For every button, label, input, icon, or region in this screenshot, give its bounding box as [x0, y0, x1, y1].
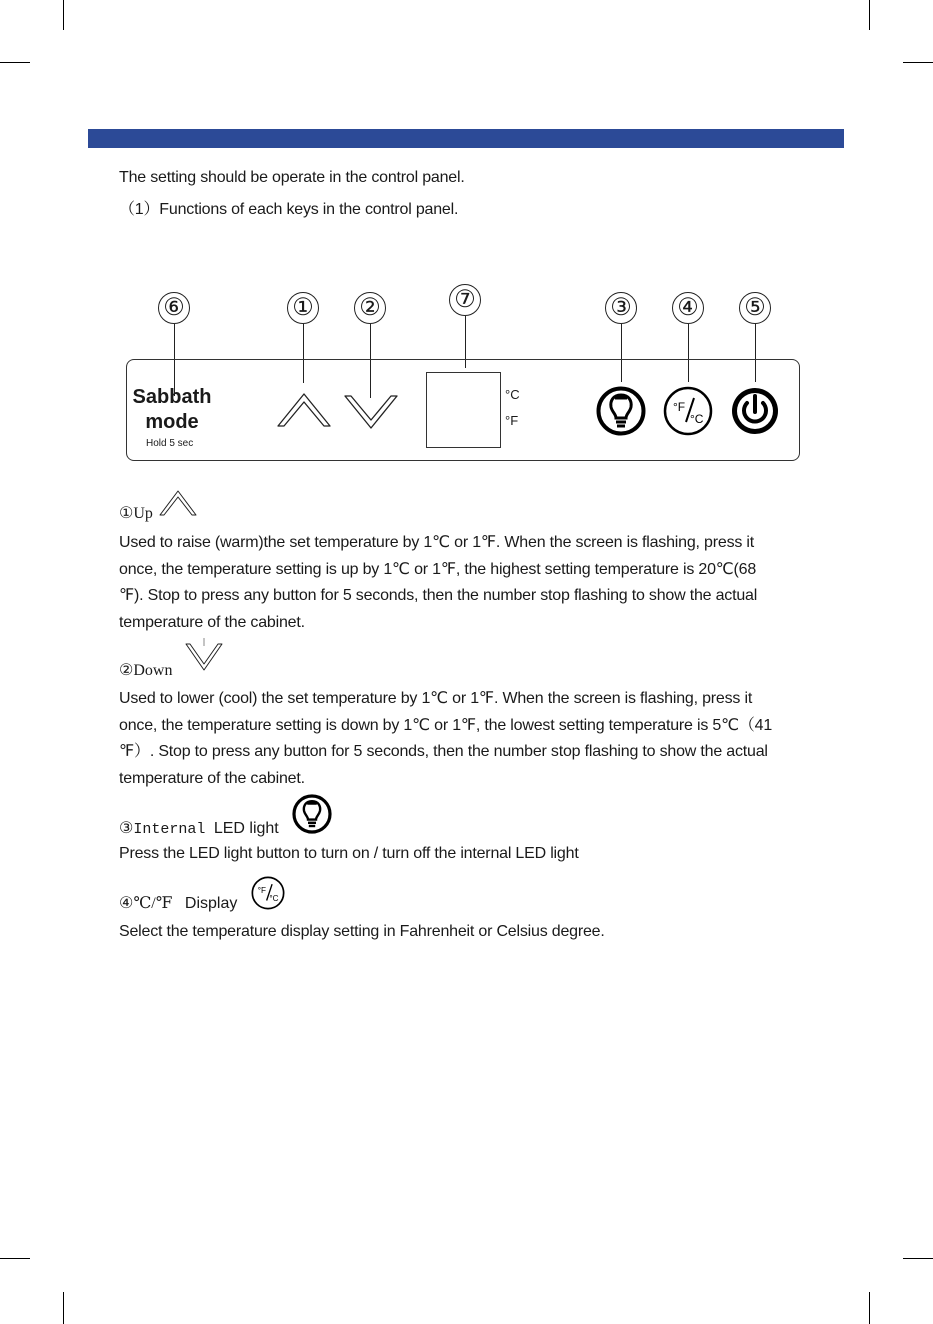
light-bulb-icon[interactable] — [596, 386, 646, 436]
display-key-number: ④ — [119, 895, 134, 912]
down-key-heading — [119, 660, 172, 680]
display-key-title: Display — [184, 895, 238, 912]
intro-line: The setting should be operate in the control panel. — [119, 169, 465, 186]
crop-mark — [903, 1258, 933, 1259]
light-key-title: LED light — [213, 820, 279, 837]
sabbath-mode-label[interactable] — [130, 385, 214, 435]
power-icon[interactable] — [730, 386, 780, 436]
fahrenheit-celsius-icon — [251, 876, 285, 910]
light-key-heading — [119, 818, 279, 838]
svg-text:°F: °F — [257, 886, 267, 895]
up-desc-line: ℉). Stop to press any button for 5 seconds, then the number stop flashing to show the actual — [119, 587, 758, 604]
down-key-number: ② — [119, 662, 134, 679]
callout-1: ① — [287, 292, 319, 324]
up-desc-line: Used to raise (warm)the set temperature by 1℃ or 1℉. When the screen is flashing, press it — [119, 534, 755, 551]
temperature-display — [426, 372, 501, 448]
down-desc-line: Used to lower (cool) the set temperature by 1℃ or 1℉. When the screen is flashing, press it — [119, 690, 753, 707]
light-key-title-internal: Internal — [133, 821, 206, 838]
callout-7: ⑦ — [449, 284, 481, 316]
down-desc-line: once, the temperature setting is down by 1℃ or 1℉, the lowest setting temperature is 5℃（41 — [119, 716, 773, 734]
down-desc-line: ℉）. Stop to press any button for 5 seconds, then the number stop flashing to show the actual — [119, 743, 768, 760]
callout-4: ④ — [672, 292, 704, 324]
unit-celsius-label: °C — [505, 387, 520, 402]
crop-mark — [63, 1292, 64, 1324]
control-panel-diagram — [120, 280, 810, 470]
sabbath-hold-hint: Hold 5 sec — [146, 438, 194, 449]
sabbath-label-line1: Sabbath — [132, 386, 212, 408]
callout-6: ⑥ — [158, 292, 190, 324]
callout-2: ② — [354, 292, 386, 324]
fahrenheit-celsius-icon[interactable] — [663, 386, 713, 436]
up-arrow-icon[interactable] — [276, 388, 332, 430]
up-key-title: Up — [133, 505, 153, 522]
crop-mark — [869, 1292, 870, 1324]
svg-text:°C: °C — [690, 412, 704, 426]
display-key-units: ℃/℉ — [133, 895, 173, 912]
up-desc-line: temperature of the cabinet. — [119, 613, 305, 631]
intro-subheading: （1）Functions of each keys in the control panel. — [119, 201, 459, 218]
up-key-heading — [119, 503, 153, 523]
svg-text:°F: °F — [673, 400, 686, 414]
down-arrow-icon — [184, 638, 224, 674]
section-banner — [88, 129, 844, 148]
crop-mark — [63, 0, 64, 30]
light-bulb-icon — [292, 794, 332, 834]
up-key-description — [119, 530, 819, 636]
down-arrow-icon[interactable] — [343, 392, 399, 434]
display-key-heading — [119, 893, 237, 913]
crop-mark — [869, 0, 870, 30]
callout-3: ③ — [605, 292, 637, 324]
callout-5: ⑤ — [739, 292, 771, 324]
down-key-description — [119, 686, 819, 792]
svg-text:°C: °C — [269, 894, 279, 904]
display-key-description: Select the temperature display setting in Fahrenheit or Celsius degree. — [119, 923, 605, 940]
down-desc-line: temperature of the cabinet. — [119, 769, 305, 787]
up-desc-line: once, the temperature setting is up by 1℃ or 1℉, the highest setting temperature is 20℃(68 — [119, 560, 757, 578]
crop-mark — [0, 1258, 30, 1259]
light-key-description: Press the LED light button to turn on / turn off the internal LED light — [119, 845, 579, 862]
up-arrow-icon — [158, 487, 198, 519]
unit-fahrenheit-label: °F — [505, 413, 519, 428]
up-key-number: ① — [119, 505, 134, 522]
light-key-number: ③ — [119, 820, 134, 837]
crop-mark — [903, 62, 933, 63]
down-key-title: Down — [133, 662, 173, 679]
crop-mark — [0, 62, 30, 63]
sabbath-label-line2: mode — [145, 411, 199, 433]
